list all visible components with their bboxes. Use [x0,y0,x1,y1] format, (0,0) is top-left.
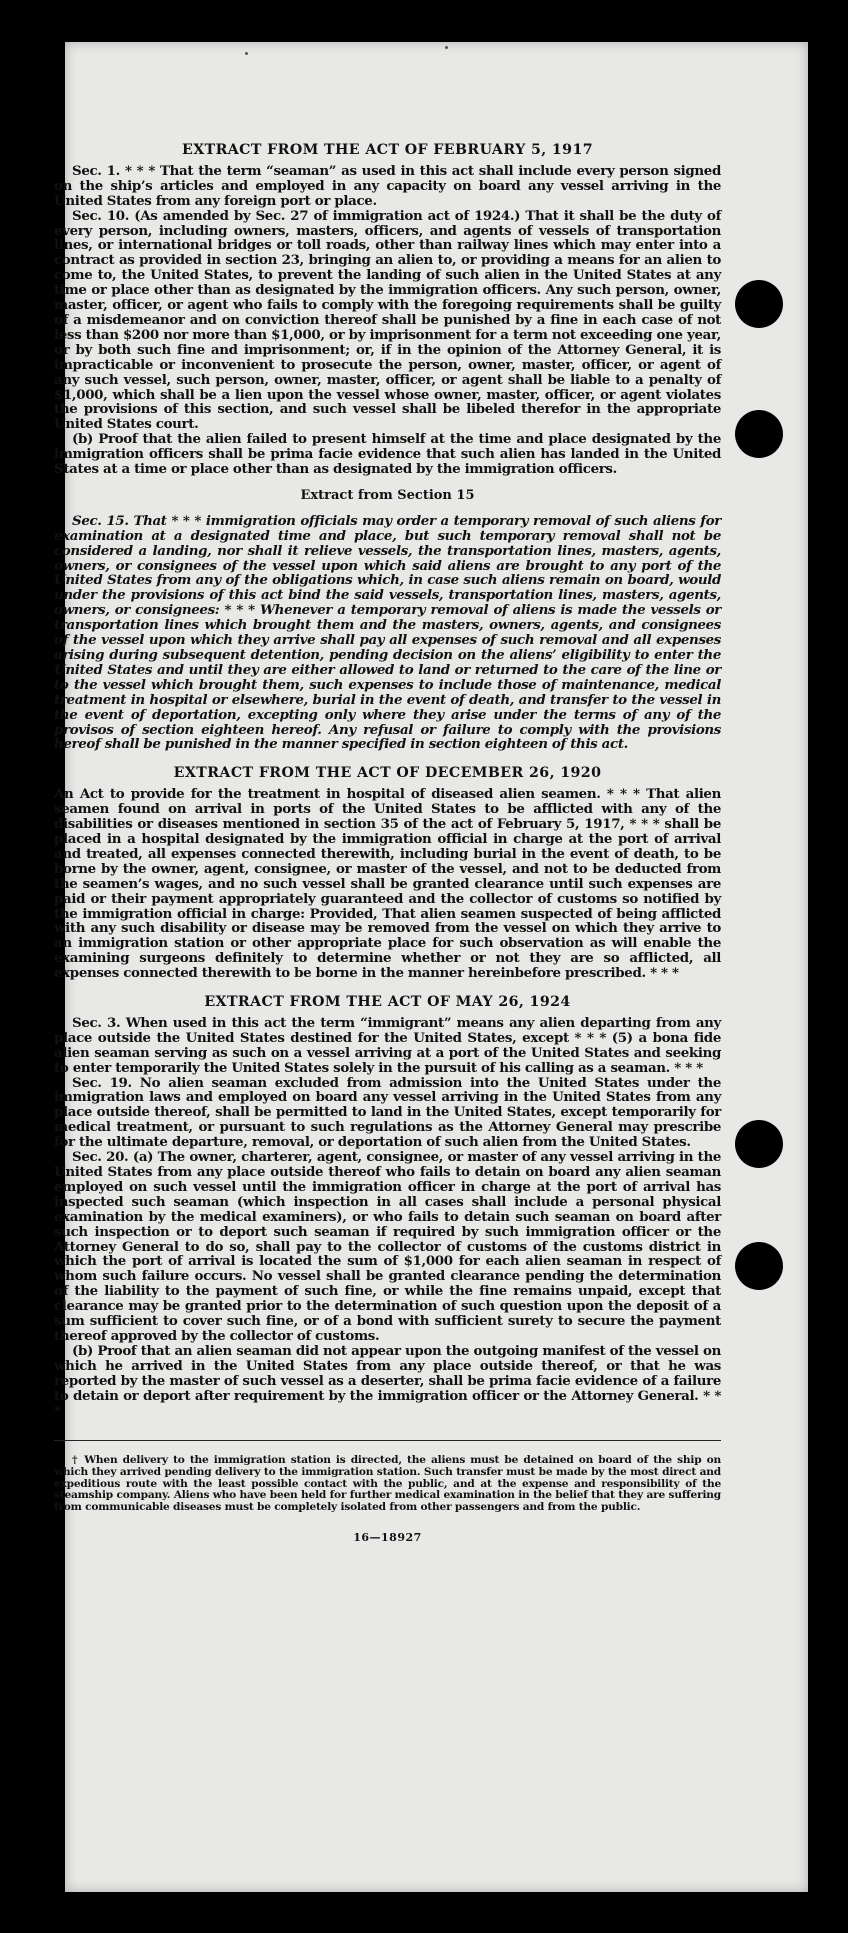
paper-speck [245,52,248,55]
paper-speck [445,46,448,49]
punch-hole-icon [735,410,783,458]
punch-hole-icon [735,280,783,328]
heading-act-1924: EXTRACT FROM THE ACT OF MAY 26, 1924 [204,994,571,1011]
act-1920-paragraph: An Act to provide for the treatment in hospital of diseased alien seamen. * * * That alien seamen found on arrival in ports of the United States to be afflicted with any of the disabilities or diseases mentioned in section 35 of the act of February 5, 1917, * * * shall be placed in a hospital designated by the immigration official in charge at the port of arrival and treated, all expenses connected therewith, including burial in the event of death, to be borne by the owner, agent, consignee, or master of the vessel, and not to be deducted from the seamen’s wages, and no such vessel shall be granted clearance until such expenses are paid or their payment appropriately guaranteed and the collector of customs so notified by the immigration official in charge: Provided, That alien seamen suspected of being afflicted with any such disability or disease may be removed from the vessel on which they arrive to an immigration station or other appropriate place for such observation as will enable the examining surgeons definitely to determine whether or not they are so afflicted, all expenses connected therewith to be borne in the manner hereinbefore prescribed. * * * [54,786,721,982]
punch-hole-icon [735,1242,783,1290]
sec-10-paragraph: Sec. 10. (As amended by Sec. 27 of immigration act of 1924.) That it shall be the duty of every person, including owners, masters, officers, and agents of vessels of transportation lines, or international bridges or toll roads, other than railway lines which may enter into a contract as provided in section 23, bringing an alien to, or providing a means for an alien to come to, the United States, to prevent the landing of such alien in the United States at any time or place other than as designated by the immigration officers. Any such person, owner, master, officer, or agent who fails to comply with the foregoing requirements shall be guilty of a misdemeanor and on conviction thereof shall be punished by a fine in each case of not less than $200 nor more than $1,000, or by imprisonment for a term not exceeding one year, or by both such fine and imprisonment; or, if in the opinion of the Attorney General, it is impracticable or inconvenient to prosecute the person, owner, master, officer, or agent of any such vessel, such person, owner, master, officer, or agent shall be liable to a penalty of $1,000, which shall be a lien upon the vessel whose owner, master, officer, or agent violates the provisions of this section, and such vessel shall be libeled therefor in the appropriate United States court. [54,207,721,433]
page-number: 16—18927 [353,1531,422,1545]
sec-15-paragraph: Sec. 15. That * * * immigration officials may order a temporary removal of such aliens for examination at a designated time and place, but such temporary removal shall not be considered a landing, nor shall it relieve vessels, the transportation lines, masters, agents, owners, or consignees of the vessel upon which said aliens are brought to any port of the United States from any of the obligations which, in case such aliens remain on board, would under the provisions of this act bind the said vessels, transportation lines, masters, agents, owners, or consignees: * * * Whenever a temporary removal of aliens is made the vessels or transportation lines which brought them and the masters, owners, agents, and consignees of the vessel upon which they arrive shall pay all expenses of such removal and all expenses arising during subsequent detention, pending decision on the aliens’ eligibility to enter the United States and until they are either allowed to land or returned to the care of the line or to the vessel which brought them, such expenses to include those of maintenance, medical treatment in hospital or elsewhere, burial in the event of death, and transfer to the vessel in the event of deportation, excepting only where they arise under the terms of any of the provisos of section eighteen hereof. Any refusal or failure to comply with the provisions hereof shall be punished in the manner specified in section eighteen of this act. [54,512,721,753]
document-body [54,143,721,1546]
sec-20a-paragraph: Sec. 20. (a) The owner, charterer, agent, consignee, or master of any vessel arriving in the United States from any place outside thereof who fails to detain on board any alien seaman employed on such vessel until the immigration officer in charge at the port of arrival has inspected such seaman (which inspection in all cases shall include a personal physical examination by the medical examiners), or who fails to detain such seaman on board after such inspection or to deport such seaman if required by such immigration officer or the Attorney General to do so, shall pay to the collector of customs of the customs district in which the port of arrival is located the sum of $1,000 for each alien seaman in respect of whom such failure occurs. No vessel shall be granted clearance pending the determination of the liability to the payment of such fine, or while the fine remains unpaid, except that clearance may be granted prior to the determination of such question upon the deposit of a sum sufficient to cover such fine, or of a bond with sufficient surety to secure the payment thereof approved by the collector of customs. [54,1149,721,1344]
sec-3-paragraph: Sec. 3. When used in this act the term “immigrant” means any alien departing from any place outside the United States destined for the United States, except * * * (5) a bona fide alien seaman serving as such on a vessel arriving at a port of the United States and seeking to enter temporarily the United States solely in the pursuit of his calling as a seaman. * * * [54,1014,721,1076]
sec-19-paragraph: Sec. 19. No alien seaman excluded from admission into the United States under the immigration laws and employed on board any vessel arriving in the United States from any place outside thereof, shall be permitted to land in the United States, except temporarily for medical treatment, or pursuant to such regulations as the Attorney General may prescribe for the ultimate departure, removal, or deportation of such alien from the United States. [54,1074,721,1151]
heading-section-15: Extract from Section 15 [300,487,475,503]
punch-hole-icon [735,1120,783,1168]
sec-20b-paragraph: (b) Proof that an alien seaman did not appear upon the outgoing manifest of the vessel on which he arrived in the United States from any place outside thereof, or that he was reported by the master of such vessel as a deserter, shall be prima facie evidence of a failure to detain or deport after requirement by the immigration officer or the Attorney General. * * * [54,1342,721,1419]
heading-act-1917: EXTRACT FROM THE ACT OF FEBRUARY 5, 1917 [182,142,593,158]
footnote-divider [54,1440,721,1441]
sec-10b-paragraph: (b) Proof that the alien failed to present himself at the time and place designated by the immigration officers shall be prima facie evidence that such alien has landed in the United States at a time or place other than as designated by the immigration officers. [54,431,721,478]
heading-act-1920: EXTRACT FROM THE ACT OF DECEMBER 26, 1920 [173,765,602,782]
sec-1-paragraph: Sec. 1. * * * That the term “seaman” as used in this act shall include every person signed on the ship’s articles and employed in any capacity on board any vessel arriving in the United States from any foreign port or place. [54,162,721,209]
footnote: † When delivery to the immigration station is directed, the aliens must be detained on board of the ship on which they arrived pending delivery to the immigration station. Such transfer must be made by the most direct and expeditious route with the least possible contact with the public, and at the expense and responsibility of the steamship company. Aliens who have been held for further medical examination in the belief that they are suffering from communicable diseases must be completely isolated from other passengers and from the public. [54,1454,721,1513]
